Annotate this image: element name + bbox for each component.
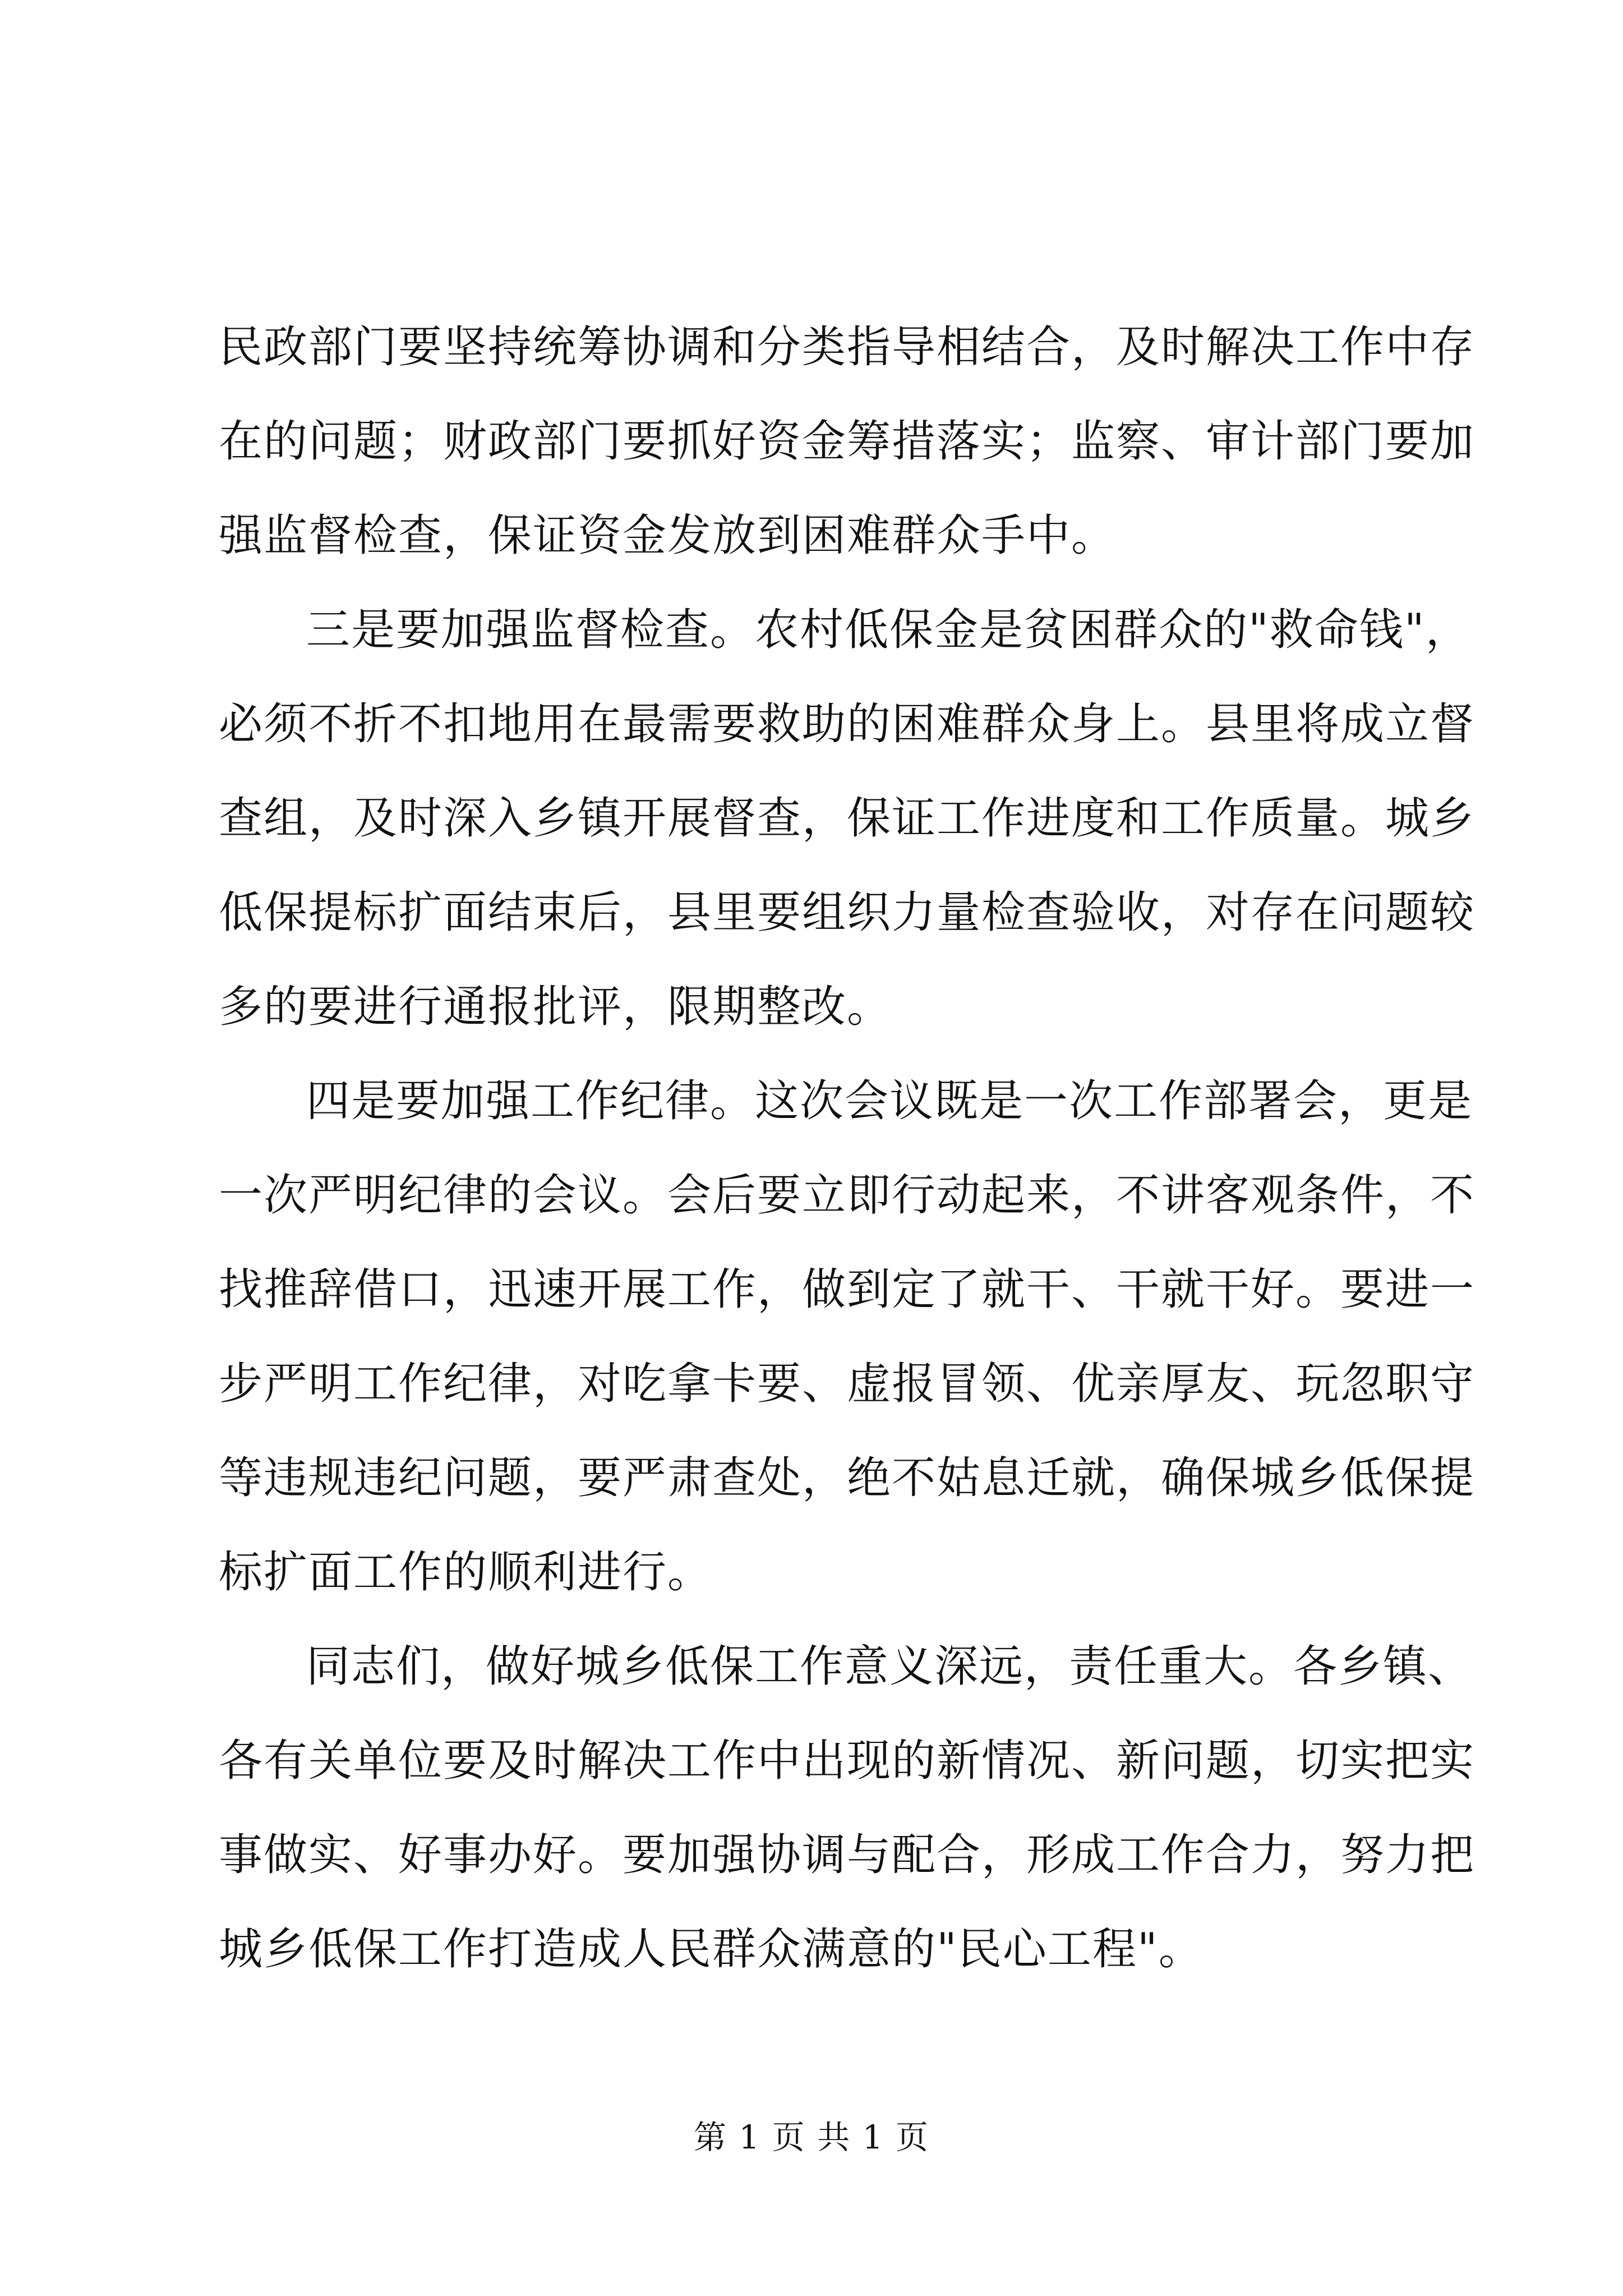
text-line: 城乡低保工作打造成人民群众满意的"民心工程"。	[219, 1924, 1204, 1975]
text-line: 各有关单位要及时解决工作中出现的新情况、新问题，切实把实	[219, 1736, 1476, 1786]
paragraph-3	[219, 1054, 1476, 1619]
document-body	[219, 300, 1476, 1996]
text-line: 找推辞借口，迅速开展工作，做到定了就干、干就干好。要进一	[219, 1264, 1476, 1315]
paragraph-4	[219, 1619, 1476, 1996]
text-line: 强监督检查，保证资金发放到困难群众手中。	[219, 510, 1117, 561]
text-line: 查组，及时深入乡镇开展督查，保证工作进度和工作质量。城乡	[219, 793, 1476, 844]
text-line: 在的问题；财政部门要抓好资金筹措落实；监察、审计部门要加	[219, 416, 1476, 467]
text-line: 一次严明纪律的会议。会后要立即行动起来，不讲客观条件，不	[219, 1170, 1476, 1221]
paragraph-1	[219, 300, 1476, 583]
text-line: 多的要进行通报批评，限期整改。	[219, 982, 892, 1032]
page-number-footer: 第 1 页 共 1 页	[694, 2118, 929, 2156]
text-line: 四是要加强工作纪律。这次会议既是一次工作部署会，更是	[306, 1076, 1473, 1126]
text-line: 步严明工作纪律，对吃拿卡要、虚报冒领、优亲厚友、玩忽职守	[219, 1359, 1476, 1409]
text-line: 同志们，做好城乡低保工作意义深远，责任重大。各乡镇、	[306, 1641, 1473, 1692]
text-line: 必须不折不扣地用在最需要救助的困难群众身上。县里将成立督	[219, 699, 1476, 749]
text-line: 低保提标扩面结束后，县里要组织力量检查验收，对存在问题较	[219, 887, 1476, 938]
text-line: 三是要加强监督检查。农村低保金是贫困群众的"救命钱"，	[306, 605, 1470, 655]
text-line: 事做实、好事办好。要加强协调与配合，形成工作合力，努力把	[219, 1830, 1476, 1880]
text-line: 民政部门要坚持统筹协调和分类指导相结合，及时解决工作中存	[219, 322, 1476, 372]
text-line: 等违规违纪问题，要严肃查处，绝不姑息迁就，确保城乡低保提	[219, 1453, 1476, 1503]
text-line: 标扩面工作的顺利进行。	[219, 1547, 713, 1598]
paragraph-2	[219, 583, 1476, 1054]
